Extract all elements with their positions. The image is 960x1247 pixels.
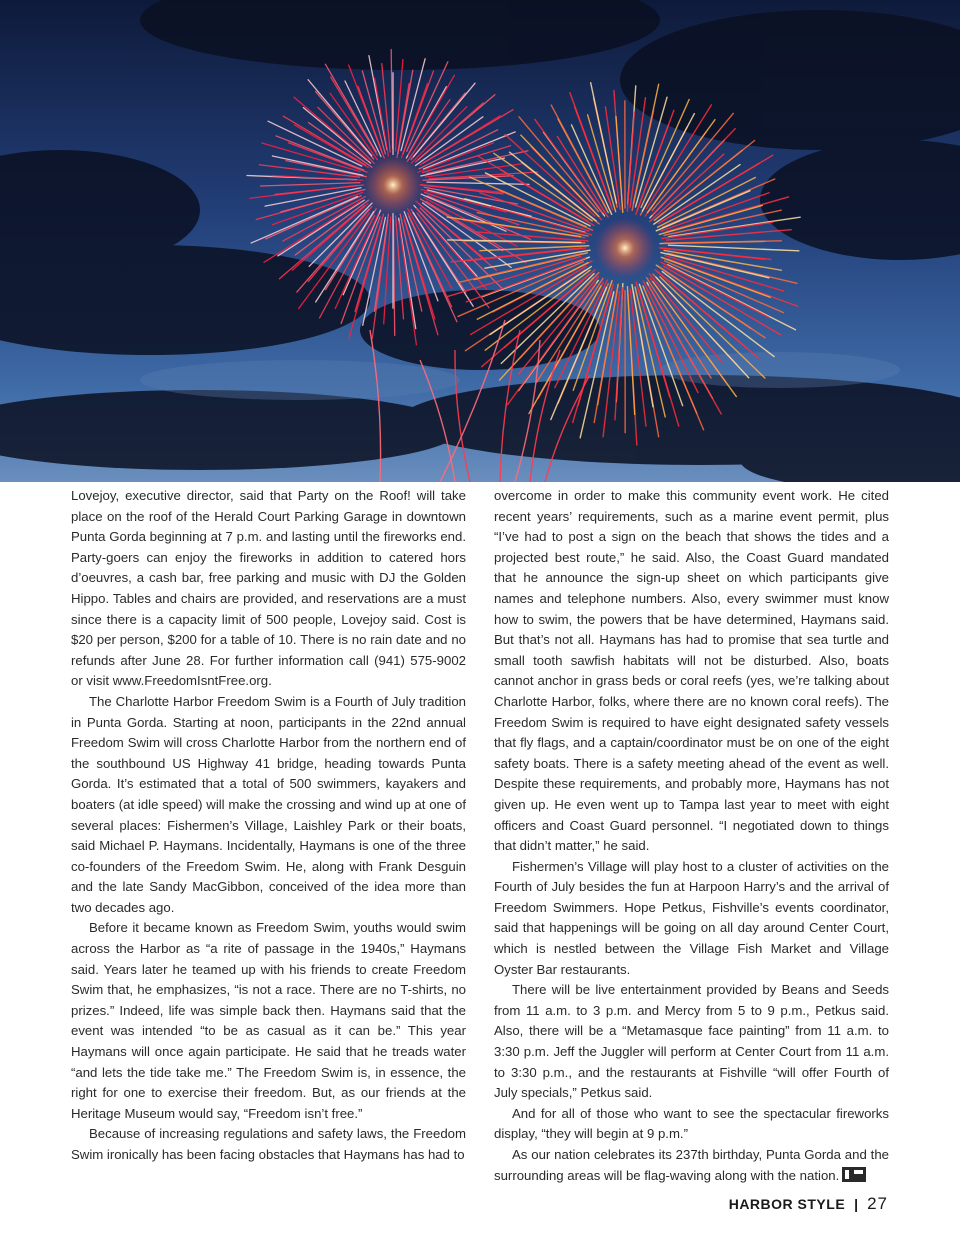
fireworks-illustration <box>0 0 960 482</box>
page-footer <box>729 1194 888 1214</box>
paragraph: Because of increasing regulations and safety laws, the Freedom Swim ironically has been facing obstacles that Haymans has had to <box>71 1126 466 1162</box>
paragraph-final-text: As our nation celebrates its 237th birthday, Punta Gorda and the surrounding areas will be flag-waving along with the nation. <box>494 1147 889 1183</box>
magazine-name: HARBOR STYLE <box>728 1196 846 1212</box>
column-left <box>71 486 466 1186</box>
paragraph: Fishermen’s Village will play host to a cluster of activities on the Fourth of July besides the fun at Harpoon Harry’s and the arrival of Freedom Swimmers. Hope Petkus, Fishville’s events coordinator, said that happenings will be going on all day around Center Court, which is nestled between the Village Fish Market and Village Oyster Bar restaurants. <box>494 858 889 977</box>
paragraph: Lovejoy, executive director, said that Party on the Roof! will take place on the roof of the Herald Court Parking Garage in downtown Punta Gorda beginning at 7 p.m. and lasting until the fireworks end. Party-goers can enjoy the fireworks in addition to catered hors d’oeuvres, a cash bar, free parking and music with DJ the Golden Hippo. Tables and chairs are provided, and reservations are a must since there is a capacity limit of 500 people, Lovejoy said. Cost is $20 per person, $200 for a table of 10. There is no rain date and no refunds after June 28. For further information call (941) 575-9002 or visit www.FreedomIsntFree.org. <box>71 488 466 689</box>
paragraph: overcome in order to make this community event work. He cited recent years’ requirements, such as a marine event permit, plus “I’ve had to post a sign on the beach that shows the tides and a projected best route,” he said. Also, the Coast Guard mandated that he announce the sign-up sheet on which participants give names and telephone numbers. Also, every swimmer must know how to swim, the powers that be have determined, Haymans said. But that’s not all. Haymans has had to promise that sea turtle and small tooth sawfish habitats will not be disturbed. Also, boats cannot anchor in grass beds or coral reefs (yes, we’re talking about Charlotte Harbor, folks, where there are no known coral reefs). The Freedom Swim is required to have eight designated safety vessels that fly flags, and a captain/coordinator must be on one of the eight safety boats. There is a safety meeting ahead of the event as well. Despite these requirements, and probably more, Haymans has not given up. He even went up to Tampa last year to meet with eight officers and Coast Guard personnel. “I negotiated down to things that didn’t matter,” he said. <box>494 488 889 854</box>
paragraph: And for all of those who want to see the spectacular fireworks display, “they will begin at 9 p.m.” <box>494 1105 889 1142</box>
page-number: 27 <box>867 1194 888 1213</box>
column-right <box>494 486 889 1186</box>
fireworks-photo <box>0 0 960 482</box>
article-body <box>71 486 889 1186</box>
paragraph: Before it became known as Freedom Swim, youths would swim across the Harbor as “a rite of passage in the 1940s,” Haymans said. Years later he teamed up with his friends to create Freedom Swim that, he emphasizes, “is not a race. There are no T-shirts, no prizes.” Indeed, life was simple back then. Haymans said that the event was intended “to be as casual as it can be.” This year Haymans will once again participate. He said that he treads water “and lets the tide take me.” The Freedom Swim is, in essence, the right for one to exercise their freedom. But, as our friends at the Heritage Museum would say, “Freedom isn’t free.” <box>71 920 466 1121</box>
paragraph-final <box>494 1145 889 1186</box>
paragraph: The Charlotte Harbor Freedom Swim is a Fourth of July tradition in Punta Gorda. Starting at noon, participants in the 22nd annual Freedom Swim will cross Charlotte Harbor from the northern end of the southbound US Highway 41 bridge, heading towards Punta Gorda. It’s estimated that a total of 500 swimmers, kayakers and boaters (at idle speed) will make the crossing and wind up at one of several places: Fishermen’s Village, Laishley Park or their boats, said Michael P. Haymans. Incidentally, Haymans is one of the three co-founders of the Freedom Swim. He, along with Frank Desguin and the late Sandy MacGibbon, conceived of the idea more than two decades ago. <box>71 693 466 915</box>
paragraph: There will be live entertainment provided by Beans and Seeds from 11 a.m. to 3 p.m. and Mercy from 5 to 9 p.m., Petkus said. Also, there will be a “Metamasque face painting” from 11 a.m. to 3:30 p.m. Jeff the Juggler will perform at Center Court from 11 a.m. to 3:30 p.m., and the restaurants at Fishville “will offer Fourth of July specials,” Petkus said. <box>494 982 889 1101</box>
end-mark-icon <box>842 1167 866 1182</box>
footer-separator: | <box>854 1196 859 1212</box>
